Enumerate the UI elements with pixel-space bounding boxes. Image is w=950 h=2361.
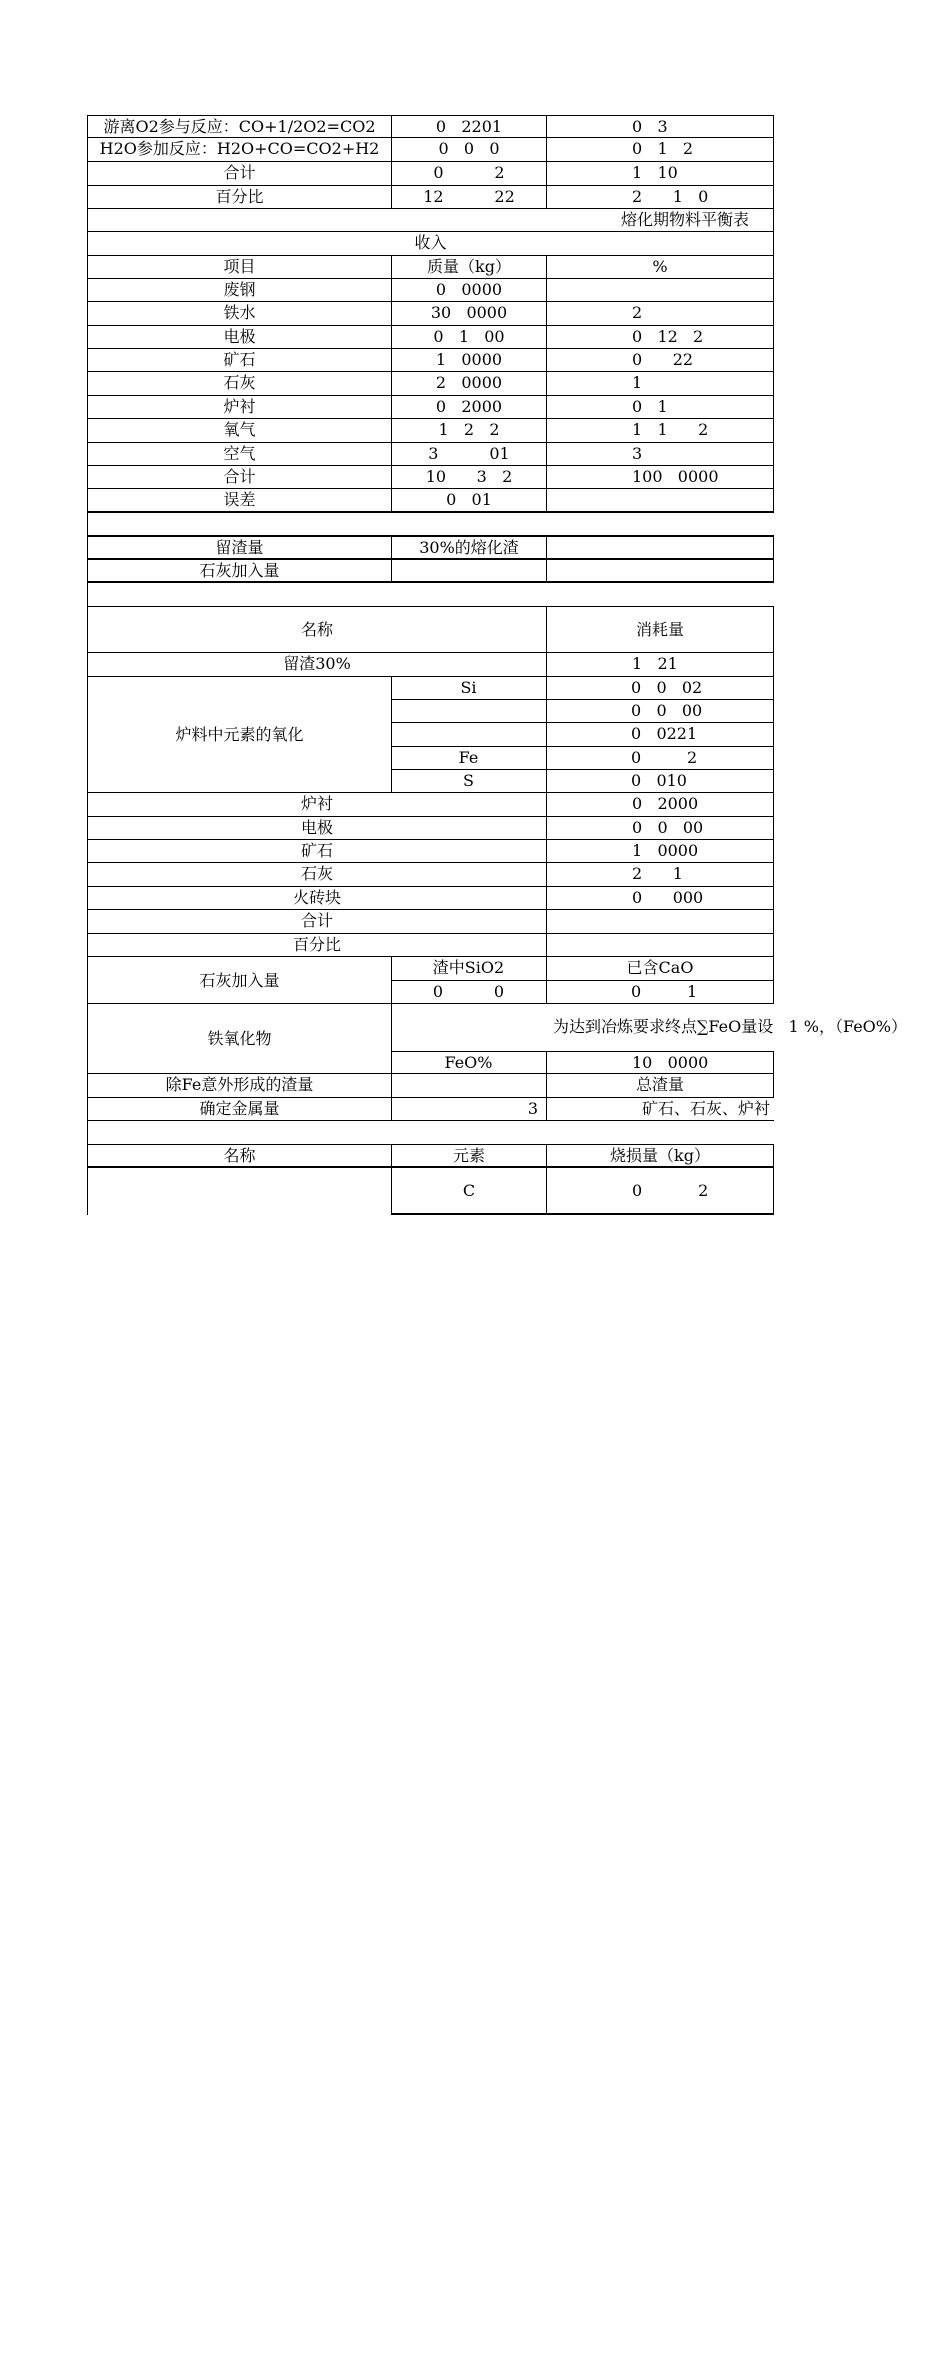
table-row	[87, 115, 774, 138]
row-label: 铁氧化物	[87, 1004, 391, 1074]
cell: 10 3 2	[391, 466, 546, 488]
table-row	[87, 653, 774, 677]
column-header: 消耗量	[546, 607, 774, 652]
cell: 0 2	[391, 162, 546, 185]
row-label: 火砖块	[87, 887, 546, 909]
row-label: 误差	[87, 489, 391, 511]
cell: 1 1 2	[546, 419, 774, 442]
cell: 0 2	[631, 748, 698, 767]
element-cell	[391, 700, 546, 722]
income-header: 收入	[87, 232, 774, 255]
row-label: 炉衬	[87, 793, 546, 816]
cell	[546, 489, 774, 511]
cell: 2 0000	[391, 372, 546, 395]
row-label: 确定金属量	[87, 1098, 391, 1120]
table-row	[87, 1098, 774, 1121]
cell: 100 0000	[546, 466, 774, 488]
cell: 0 010	[631, 771, 687, 790]
cell-label: FeO%	[444, 1053, 493, 1072]
column-header: 已含CaO	[626, 958, 694, 977]
cell: 0 2000	[391, 396, 546, 418]
cell: 0 0	[432, 982, 505, 1001]
cell	[87, 1168, 391, 1215]
table-header-row	[87, 1145, 774, 1168]
row-label: 空气	[87, 443, 391, 465]
cell: 1 2 2	[391, 419, 546, 442]
row-label: 除Fe意外形成的渣量	[87, 1074, 391, 1097]
column-header: 元素	[391, 1145, 546, 1166]
cell: 0 0 0	[391, 138, 546, 161]
cell: 1 0000	[391, 349, 546, 371]
row-label: 炉衬	[87, 396, 391, 418]
row-label: 留渣30%	[87, 653, 546, 676]
cell: 0 3	[546, 116, 774, 137]
row-label: 石灰	[87, 372, 391, 395]
cell: 3	[546, 443, 774, 465]
table-row	[87, 349, 774, 372]
element-cell: Si	[460, 678, 477, 697]
column-header: %	[546, 256, 774, 278]
table-title-row	[87, 209, 774, 232]
column-header: 烧损量（kg）	[546, 1145, 774, 1166]
feo-note: 为达到冶炼要求终点∑FeO量设 1 %，（FeO%）	[553, 1017, 907, 1036]
element-cell	[391, 723, 546, 746]
cell: 10 0000	[546, 1052, 774, 1074]
column-header: 名称	[87, 607, 546, 652]
cell	[546, 560, 774, 581]
table-header-row	[87, 607, 774, 653]
cell: 0 000	[546, 887, 774, 909]
element-cell: S	[463, 771, 474, 790]
cell: 0 0221	[631, 724, 698, 743]
cell: 0 22	[546, 349, 774, 371]
row-label: H2O参加反应：H2O+CO=CO2+H2	[87, 138, 391, 161]
table-row	[87, 466, 774, 489]
table-row	[87, 863, 774, 887]
row-label: 矿石	[87, 349, 391, 371]
row-label: 合计	[87, 466, 391, 488]
row-label: 炉料中元素的氧化	[87, 677, 391, 793]
table-row	[87, 372, 774, 396]
table-row	[87, 279, 774, 302]
cell	[546, 537, 774, 558]
table-row	[87, 186, 774, 209]
table-row	[87, 560, 774, 583]
column-header: 名称	[87, 1145, 391, 1166]
cell	[546, 279, 774, 301]
left-border	[87, 513, 88, 535]
table-row	[391, 723, 774, 747]
table-title: 熔化期物料平衡表	[87, 209, 774, 231]
spacer-row	[87, 583, 774, 607]
table-row	[87, 162, 774, 186]
table-row	[391, 957, 774, 981]
cell: 3 01	[391, 443, 546, 465]
table-row	[87, 489, 774, 513]
left-border	[87, 583, 88, 606]
row-label: 百分比	[87, 186, 391, 208]
table-row	[87, 537, 774, 560]
table-row	[87, 817, 774, 840]
table-row	[87, 840, 774, 863]
table-row	[87, 887, 774, 910]
left-border	[87, 1121, 88, 1144]
table-row	[391, 981, 774, 1004]
table-header-row	[87, 256, 774, 279]
row-label: 氧气	[87, 419, 391, 442]
cell: 30%的熔化渣	[391, 537, 546, 558]
cell: 30 0000	[391, 302, 546, 325]
cell: 0 2201	[391, 116, 546, 137]
cell: 0 1	[546, 396, 774, 418]
spacer-row	[87, 513, 774, 537]
cell: 0 1 2	[546, 138, 774, 161]
row-label: 留渣量	[87, 537, 391, 558]
cell: 矿石、石灰、炉衬	[546, 1098, 774, 1120]
table-row	[391, 770, 774, 793]
cell: 0 0000	[391, 279, 546, 301]
table-row	[87, 1074, 774, 1098]
row-label: 电极	[87, 326, 391, 348]
cell: 1	[546, 372, 774, 395]
spacer-row	[87, 1121, 774, 1145]
cell: 总渣量	[546, 1074, 774, 1097]
cell: 0 2	[546, 1168, 774, 1215]
table-row	[87, 934, 774, 957]
cell: 3	[391, 1098, 546, 1120]
table-row	[87, 793, 774, 817]
cell	[546, 910, 774, 933]
row-label: 铁水	[87, 302, 391, 325]
element-cell: Fe	[458, 748, 479, 767]
table-row	[391, 1051, 774, 1074]
table-row	[87, 326, 774, 349]
cell: 0 01	[391, 489, 546, 511]
row-label: 石灰	[87, 863, 546, 886]
table-row	[391, 677, 774, 700]
spreadsheet	[87, 0, 950, 1345]
cell	[391, 560, 546, 581]
column-header: 质量（kg）	[391, 256, 546, 278]
table-row	[87, 302, 774, 326]
column-header: 渣中SiO2	[432, 958, 505, 977]
cell: 2 1	[546, 863, 774, 886]
table-row	[87, 1168, 774, 1215]
table-row	[87, 419, 774, 443]
column-header: 项目	[87, 256, 391, 278]
row-label: 游离O2参与反应：CO+1/2O2=CO2	[87, 116, 391, 137]
row-label: 合计	[87, 910, 546, 933]
table-row	[87, 910, 774, 934]
cell: 1 0000	[546, 840, 774, 862]
row-label: 废钢	[87, 279, 391, 301]
table-row	[391, 747, 774, 770]
cell: 2 1 0	[546, 186, 774, 208]
table-row	[87, 138, 774, 162]
row-label: 矿石	[87, 840, 546, 862]
cell: 12 22	[391, 186, 546, 208]
row-label: 合计	[87, 162, 391, 185]
table-row	[87, 443, 774, 466]
row-label: 石灰加入量	[87, 957, 391, 1004]
row-label: 电极	[87, 817, 546, 839]
cell: 1 10	[546, 162, 774, 185]
cell: 0 0 00	[546, 817, 774, 839]
cell: 0 0 02	[631, 678, 703, 697]
cell	[391, 1074, 546, 1097]
row-label: 百分比	[87, 934, 546, 956]
cell: 2	[546, 302, 774, 325]
table-row	[391, 700, 774, 723]
table-row	[87, 396, 774, 419]
section-header-row	[87, 232, 774, 256]
cell: 0 1 00	[391, 326, 546, 348]
cell: 0 1	[631, 982, 698, 1001]
cell: 1 21	[546, 653, 774, 676]
cell: 0 0 00	[631, 701, 703, 720]
row-label: 石灰加入量	[87, 560, 391, 581]
cell: 0 12 2	[546, 326, 774, 348]
cell: 0 2000	[546, 793, 774, 816]
cell	[546, 934, 774, 956]
element-cell: C	[391, 1168, 546, 1215]
